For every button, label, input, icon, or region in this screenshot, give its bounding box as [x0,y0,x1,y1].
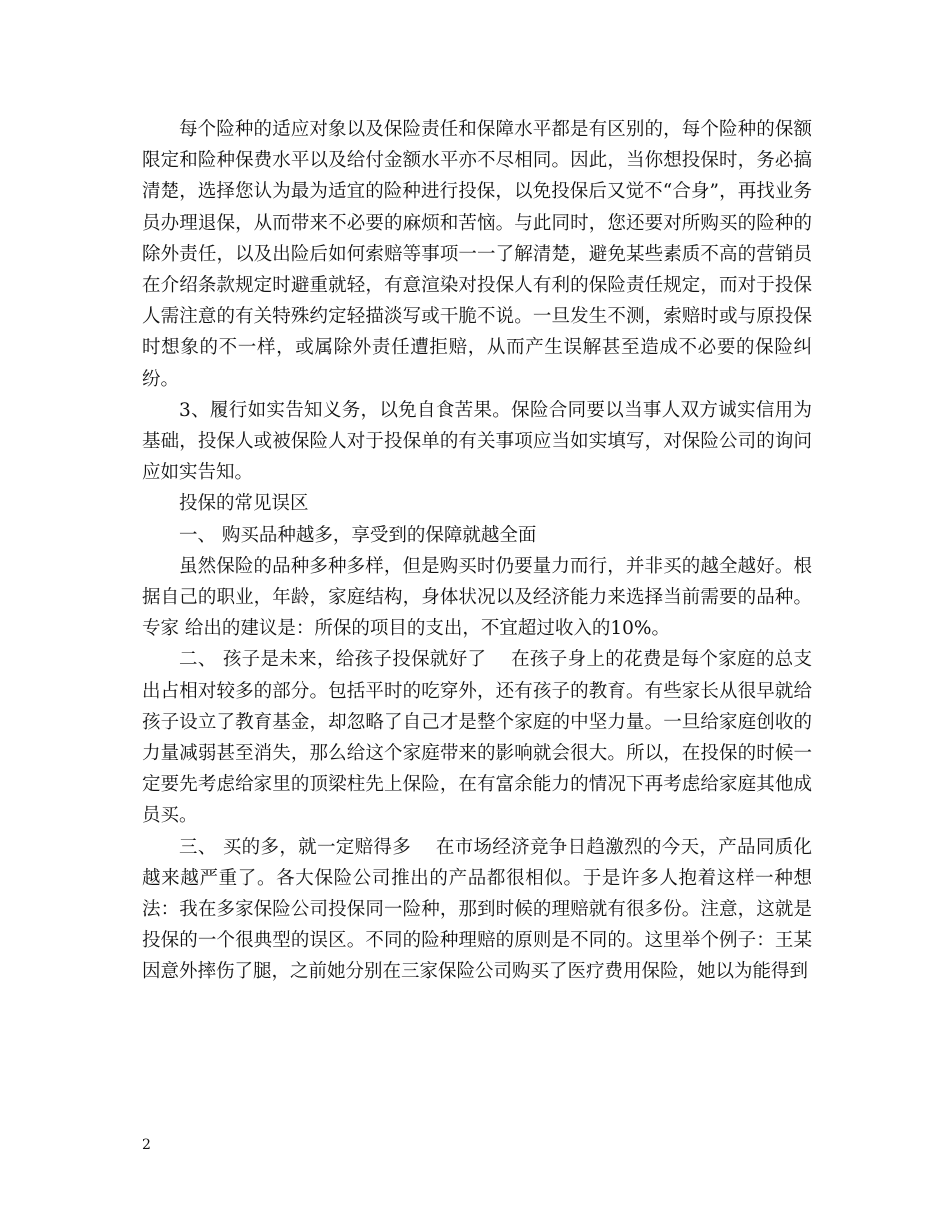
mistake-heading-1: 一、 购买品种越多，享受到的保障就越全面 [179,524,537,546]
paragraph-disclosure-duty: 3、履行如实告知义务，以免自食苦果。保险合同要以当事人双方诚实信用为基础，投保人或被保险人对于投保单的有关事项应当如实填写，对保险公司的询问应如实告知。 [142,399,812,484]
section-heading-common-mistakes: 投保的常见误区 [179,493,309,515]
paragraph-mistake-2: 二、 孩子是未来，给孩子投保就好了 在孩子身上的花费是每个家庭的总支出占相对较多的部分。包括平时的吃穿外，还有孩子的教育。有些家长从很早就给孩子设立了教育基金，却忽略了自己才是整个家庭的中坚力量。一旦给家庭创收的力量减弱甚至消失，那么给这个家庭带来的影响就会很大。所以，在投保的时候一定要先考虑给家里的顶梁柱先上保险，在有富余能力的情况下再考虑给家庭其他成员买。 [142,649,812,827]
paragraph-insurance-coverage: 每个险种的适应对象以及保险责任和保障水平都是有区别的，每个险种的保额限定和险种保费水平以及给付金额水平亦不尽相同。因此，当你想投保时，务必搞清楚，选择您认为最为适宜的险种进行投保，以免投保后又觉不“合身”，再找业务员办理退保，从而带来不必要的麻烦和苦恼。与此同时，您还要对所购买的险种的除外责任，以及出险后如何索赔等事项一一了解清楚，避免某些素质不高的营销员在介绍条款规定时避重就轻，有意渲染对投保人有利的保险责任规定，而对于投保人需注意的有关特殊约定轻描淡写或干脆不说。一旦发生不测，索赔时或与原投保时想象的不一样，或属除外责任遭拒赔，从而产生误解甚至造成不必要的保险纠纷。 [142,119,812,390]
document-body [142,114,812,988]
page-number: 2 [142,1137,151,1153]
paragraph-mistake-3: 三、 买的多，就一定赔得多 在市场经济竞争日趋激烈的今天，产品同质化越来越严重了。各大保险公司推出的产品都很相似。于是许多人抱着这样一种想法：我在多家保险公司投保同一险种，那到时候的理赔就有很多份。注意，这就是投保的一个很典型的误区。不同的险种理赔的原则是不同的。这里举个例子：王某因意外摔伤了腿，之前她分别在三家保险公司购买了医疗费用保险，她以为能得到 [142,836,812,983]
paragraph-mistake-1-body: 虽然保险的品种多种多样，但是购买时仍要量力而行，并非买的越全越好。根据自己的职业，年龄，家庭结构，身体状况以及经济能力来选择当前需要的品种。专家 给出的建议是：所保的项目的支出，不宜超过收入的10%。 [142,555,812,640]
